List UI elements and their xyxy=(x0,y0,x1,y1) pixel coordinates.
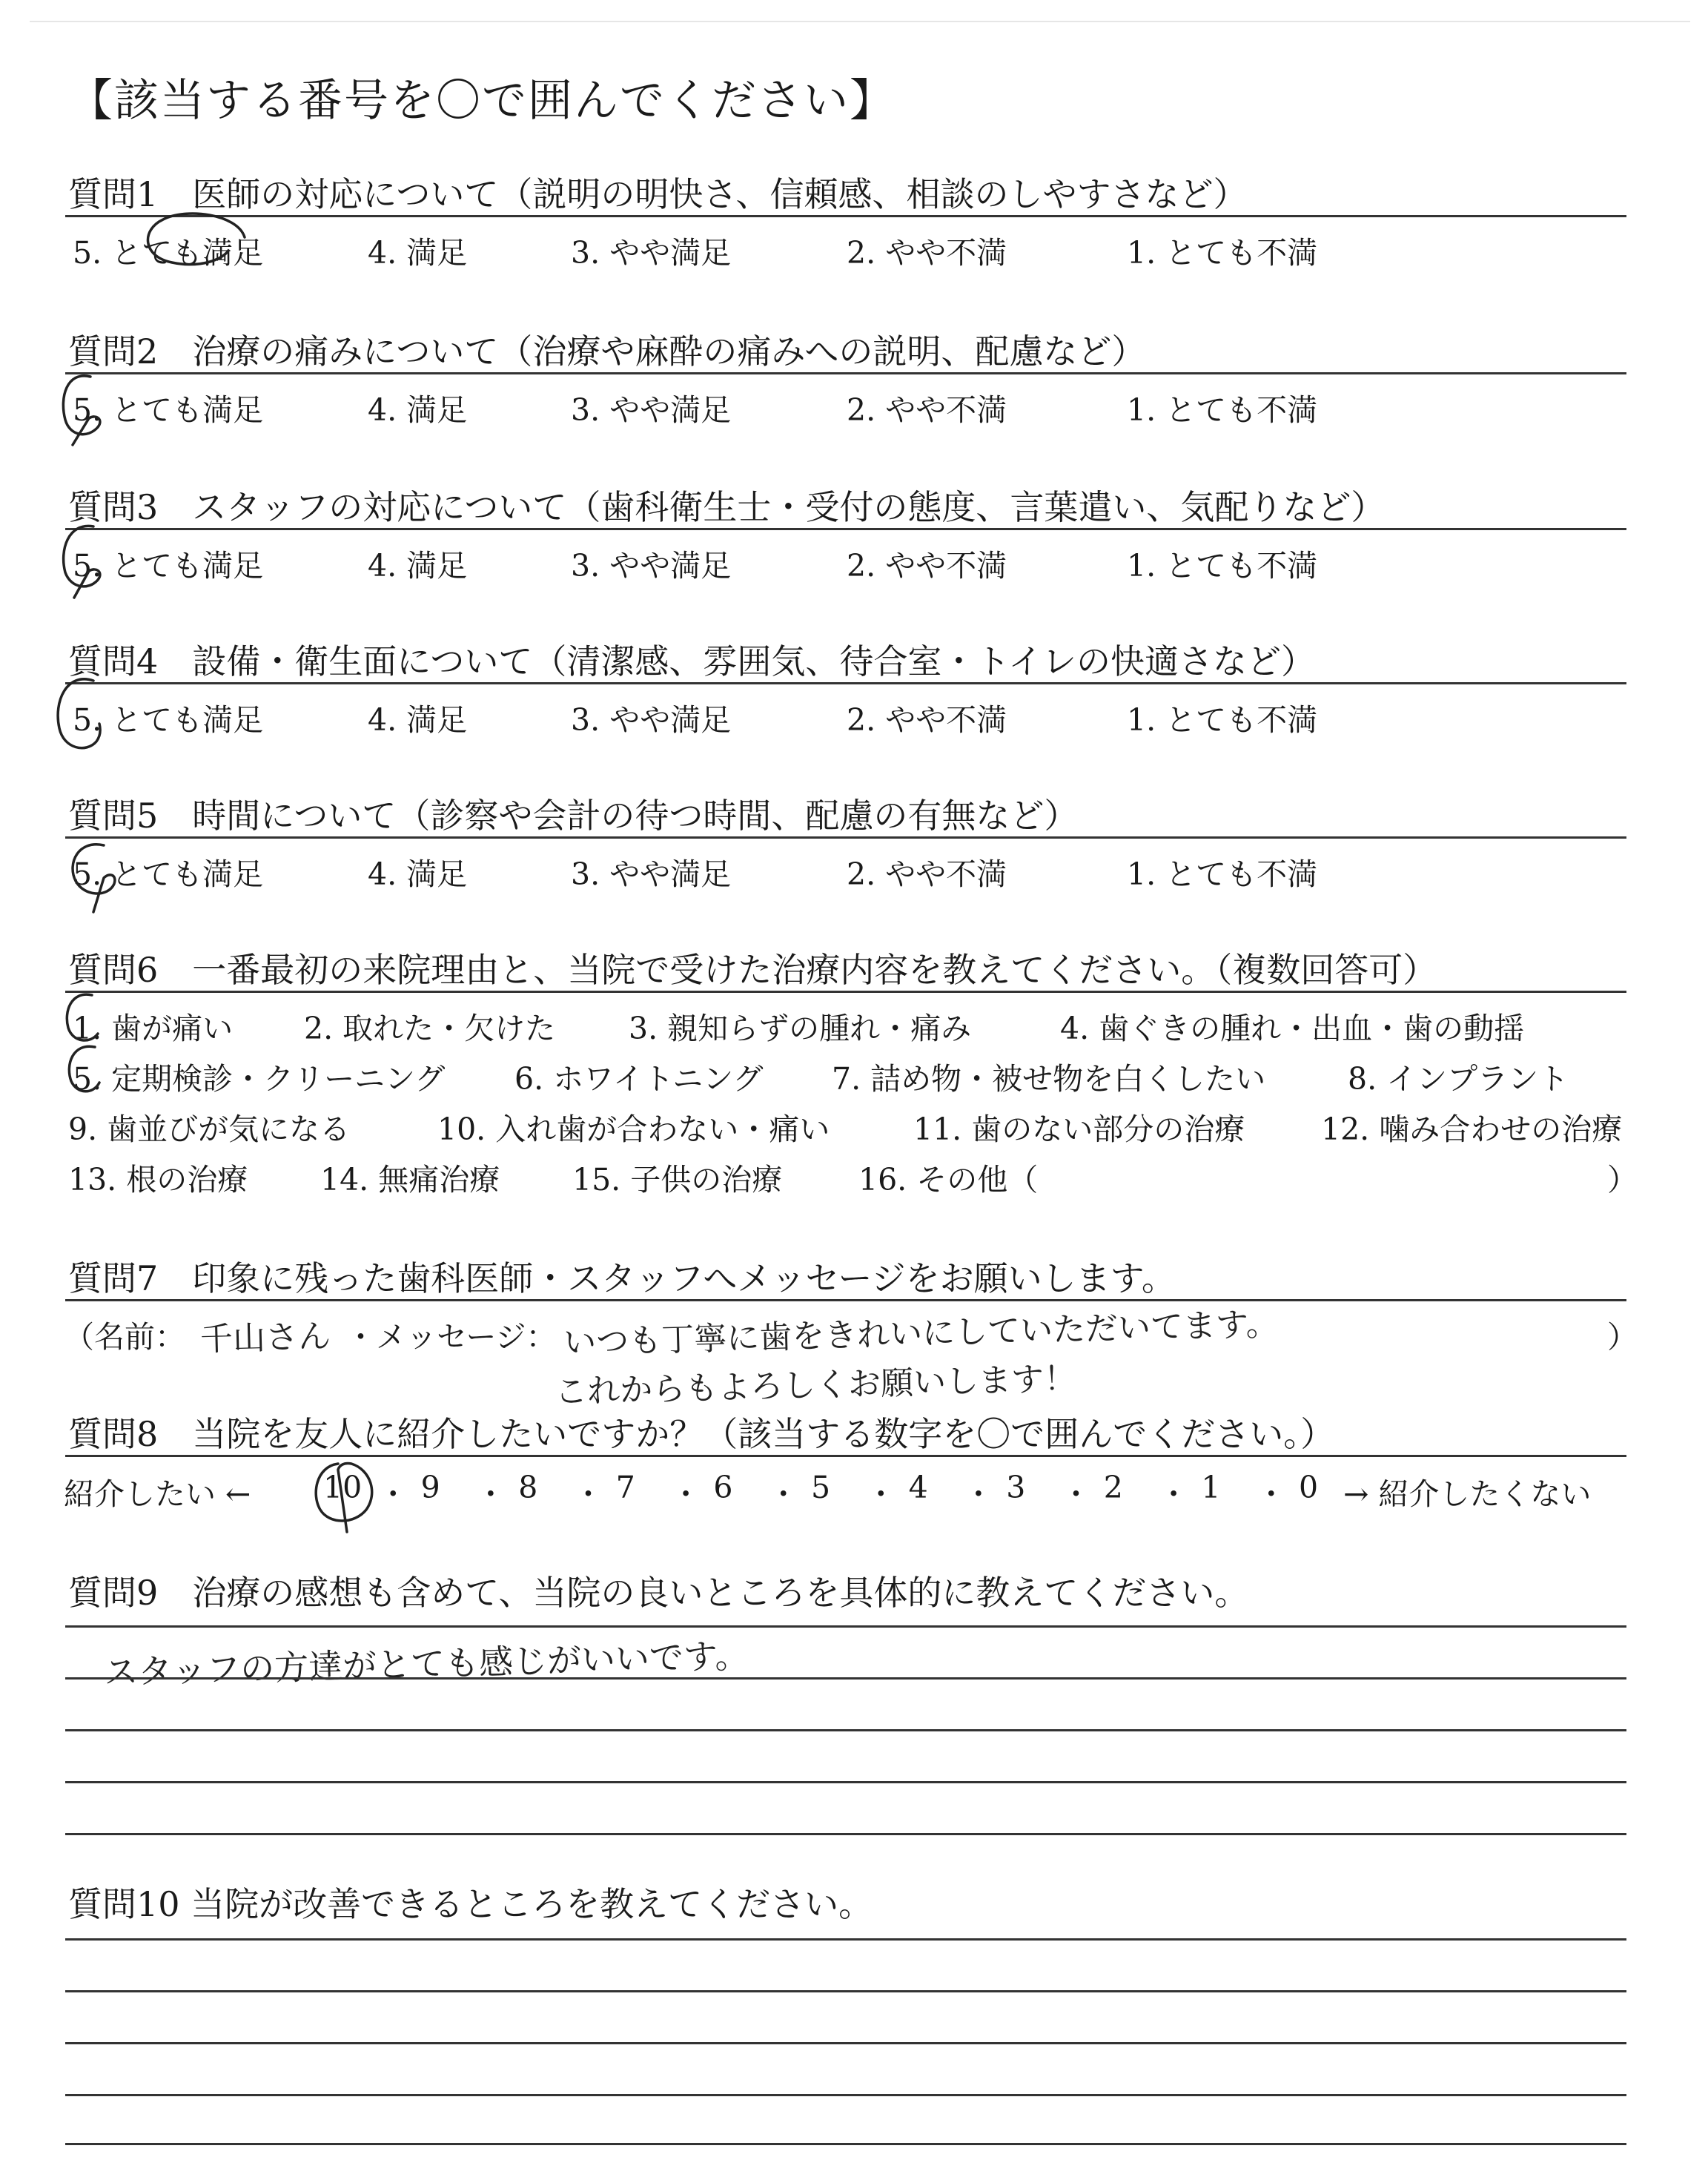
q3-rule xyxy=(65,528,1626,530)
q9-rule-3 xyxy=(65,1729,1626,1731)
q4-option-3[interactable]: 3. やや満足 xyxy=(571,702,732,738)
q8-scale-separator: ・ xyxy=(768,1476,799,1512)
q7-rule xyxy=(65,1299,1626,1301)
q6-option-12[interactable]: 12. 噛み合わせの治療 xyxy=(1321,1112,1623,1147)
q6-close-paren: ） xyxy=(1607,1162,1638,1198)
q3-option-2[interactable]: 2. やや不満 xyxy=(847,548,1007,584)
q7-title: 質問7 印象に残った歯科医師・スタッフへメッセージをお願いします。 xyxy=(68,1258,1176,1298)
q8-scale-1[interactable]: 1 xyxy=(1201,1470,1221,1505)
q8-scale-7[interactable]: 7 xyxy=(615,1470,635,1505)
q4-option-4[interactable]: 4. 満足 xyxy=(368,702,468,738)
q6-option-3[interactable]: 3. 親知らずの腫れ・痛み xyxy=(629,1011,972,1046)
q2-option-1[interactable]: 1. とても不満 xyxy=(1127,392,1318,428)
q10-title: 質問10 当院が改善できるところを教えてください。 xyxy=(68,1884,873,1924)
q10-rule-3 xyxy=(65,2042,1626,2044)
q2-option-3[interactable]: 3. やや満足 xyxy=(571,392,732,428)
q1-option-2[interactable]: 2. やや不満 xyxy=(847,235,1007,271)
q1-option-4[interactable]: 4. 満足 xyxy=(368,235,468,271)
q8-scale-4[interactable]: 4 xyxy=(908,1470,928,1505)
q6-option-6[interactable]: 6. ホワイトニング xyxy=(514,1061,764,1097)
q7-message-line2[interactable]: これからもよろしくお願いします！ xyxy=(554,1359,1077,1412)
q6-option-4[interactable]: 4. 歯ぐきの腫れ・出血・歯の動揺 xyxy=(1060,1011,1525,1046)
q8-scale-separator: ・ xyxy=(573,1476,603,1512)
q8-scale-3[interactable]: 3 xyxy=(1006,1470,1026,1505)
q6-rule xyxy=(65,991,1626,993)
q6-selection-circle-1 xyxy=(58,989,110,1048)
q2-option-5[interactable]: 5. とても満足 xyxy=(73,392,264,428)
q10-rule-2 xyxy=(65,1990,1626,1992)
q2-title: 質問2 治療の痛みについて（治療や麻酔の痛みへの説明、配慮など） xyxy=(68,331,1146,371)
q6-option-10[interactable]: 10. 入れ歯が合わない・痛い xyxy=(437,1112,830,1147)
q2-option-2[interactable]: 2. やや不満 xyxy=(847,392,1007,428)
q1-title: 質問1 医師の対応について（説明の明快さ、信頼感、相談のしやすさなど） xyxy=(68,174,1248,214)
q2-selection-circle xyxy=(52,368,111,449)
q5-option-3[interactable]: 3. やや満足 xyxy=(571,856,732,892)
q8-scale-9[interactable]: 9 xyxy=(420,1470,440,1505)
q9-rule-4 xyxy=(65,1781,1626,1783)
q9-rule-2 xyxy=(65,1677,1626,1680)
q6-option-16[interactable]: 16. その他（ xyxy=(858,1162,1039,1198)
q6-option-2[interactable]: 2. 取れた・欠けた xyxy=(304,1011,556,1046)
q6-option-13[interactable]: 13. 根の治療 xyxy=(68,1162,248,1198)
q8-left-label: 紹介したい ← xyxy=(64,1476,251,1512)
q7-name-label: （名前： xyxy=(64,1319,185,1355)
q8-scale-0[interactable]: 0 xyxy=(1299,1470,1319,1505)
q8-scale-5[interactable]: 5 xyxy=(811,1470,831,1505)
q3-selection-circle xyxy=(52,519,111,601)
q2-option-4[interactable]: 4. 満足 xyxy=(368,392,468,428)
q1-rule xyxy=(65,215,1626,217)
q7-message-line1[interactable]: いつも丁寧に歯をきれいにしていただいてます。 xyxy=(563,1305,1280,1362)
q1-selection-circle xyxy=(133,208,252,274)
q10-rule-1 xyxy=(65,1938,1626,1941)
q6-option-11[interactable]: 11. 歯のない部分の治療 xyxy=(913,1112,1245,1147)
q4-option-5[interactable]: 5. とても満足 xyxy=(73,702,264,738)
q4-selection-circle xyxy=(47,672,114,761)
q5-selection-circle xyxy=(61,835,128,916)
q8-scale-6[interactable]: 6 xyxy=(713,1470,733,1505)
scan-edge xyxy=(30,21,1690,22)
q8-scale-separator: ・ xyxy=(865,1476,896,1512)
q8-scale-2[interactable]: 2 xyxy=(1103,1470,1123,1505)
q1-option-3[interactable]: 3. やや満足 xyxy=(571,235,732,271)
q5-rule xyxy=(65,836,1626,839)
q8-scale-separator: ・ xyxy=(1158,1476,1189,1512)
q8-right-label: → 紹介したくない xyxy=(1343,1476,1592,1512)
q8-rule xyxy=(65,1455,1626,1457)
q4-option-2[interactable]: 2. やや不満 xyxy=(847,702,1007,738)
q1-option-1[interactable]: 1. とても不満 xyxy=(1127,235,1318,271)
q3-title: 質問3 スタッフの対応について（歯科衛生士・受付の態度、言葉遣い、気配りなど） xyxy=(68,487,1386,527)
q5-option-2[interactable]: 2. やや不満 xyxy=(847,856,1007,892)
q5-option-1[interactable]: 1. とても不満 xyxy=(1127,856,1318,892)
q8-scale-8[interactable]: 8 xyxy=(518,1470,538,1505)
q5-option-5[interactable]: 5. とても満足 xyxy=(73,856,264,892)
q4-title: 質問4 設備・衛生面について（清潔感、雰囲気、待合室・トイレの快適さなど） xyxy=(68,641,1316,681)
q8-selection-circle xyxy=(308,1455,383,1536)
q9-title: 質問9 治療の感想も含めて、当院の良いところを具体的に教えてください。 xyxy=(68,1573,1249,1613)
q8-scale-separator: ・ xyxy=(377,1476,408,1512)
q5-option-4[interactable]: 4. 満足 xyxy=(368,856,468,892)
q6-option-1[interactable]: 1. 歯が痛い xyxy=(73,1011,234,1046)
q7-name-value[interactable]: 千山さん xyxy=(199,1317,331,1359)
q6-option-7[interactable]: 7. 詰め物・被せ物を白くしたい xyxy=(832,1061,1266,1097)
q9-rule-5 xyxy=(65,1833,1626,1835)
q8-scale-separator: ・ xyxy=(1061,1476,1091,1512)
q8-scale-10[interactable]: 10 xyxy=(323,1470,363,1505)
q6-option-8[interactable]: 8. インプラント xyxy=(1348,1061,1569,1097)
page-header: 【該当する番号を〇で囲んでください】 xyxy=(68,75,896,127)
q8-scale-separator: ・ xyxy=(1256,1476,1287,1512)
q8-scale-separator: ・ xyxy=(475,1476,506,1512)
q8-title: 質問8 当院を友人に紹介したいですか？（該当する数字を〇で囲んでください。） xyxy=(68,1414,1335,1454)
q7-message-label: ・メッセージ： xyxy=(345,1319,557,1355)
q6-option-15[interactable]: 15. 子供の治療 xyxy=(572,1162,783,1198)
q10-rule-5 xyxy=(65,2143,1626,2145)
q3-option-5[interactable]: 5. とても満足 xyxy=(73,548,264,584)
q10-rule-4 xyxy=(65,2094,1626,2096)
q7-close-paren: ） xyxy=(1607,1319,1638,1355)
q6-option-9[interactable]: 9. 歯並びが気になる xyxy=(68,1112,351,1147)
q9-rule-1 xyxy=(65,1625,1626,1628)
q6-selection-circle-5 xyxy=(59,1041,111,1100)
q8-scale-separator: ・ xyxy=(670,1476,701,1512)
q3-option-1[interactable]: 1. とても不満 xyxy=(1127,548,1318,584)
q6-option-5[interactable]: 5. 定期検診・クリーニング xyxy=(73,1061,446,1097)
q3-option-4[interactable]: 4. 満足 xyxy=(368,548,468,584)
q2-rule xyxy=(65,372,1626,374)
q9-answer[interactable]: スタッフの方達がとても感じがいいです。 xyxy=(103,1635,749,1693)
q4-option-1[interactable]: 1. とても不満 xyxy=(1127,702,1318,738)
q6-option-14[interactable]: 14. 無痛治療 xyxy=(320,1162,500,1198)
q6-title: 質問6 一番最初の来院理由と、当院で受けた治療内容を教えてください。（複数回答可） xyxy=(68,950,1437,990)
q5-title: 質問5 時間について（診察や会計の待つ時間、配慮の有無など） xyxy=(68,796,1079,836)
q1-option-5[interactable]: 5. とても満足 xyxy=(73,235,264,271)
q8-scale-separator: ・ xyxy=(963,1476,994,1512)
q3-option-3[interactable]: 3. やや満足 xyxy=(571,548,732,584)
q4-rule xyxy=(65,682,1626,684)
